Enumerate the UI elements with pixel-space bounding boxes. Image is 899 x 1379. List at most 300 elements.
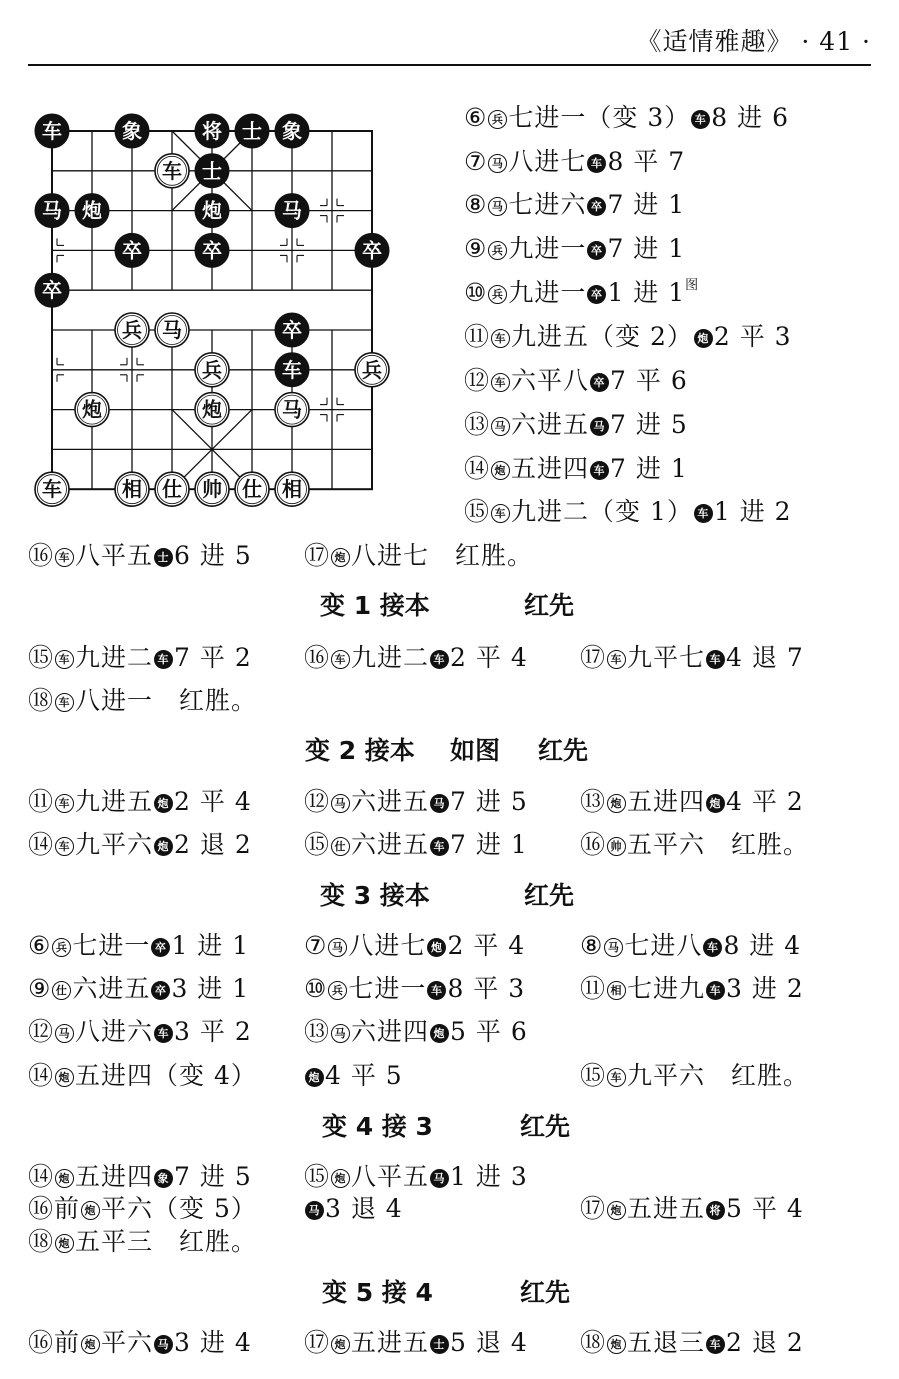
move-text: 7 进 5 [450, 787, 528, 816]
move-text: 2 平 4 [447, 931, 526, 960]
move-text: 3 进 1 [171, 974, 250, 1003]
move-text: 平六（变 5） [101, 1194, 257, 1223]
v3-move-d1 [28, 1056, 257, 1092]
v5-move-a1 [28, 1323, 252, 1359]
red-piece-icon: 车 [55, 650, 74, 669]
black-piece-icon: 车 [694, 504, 713, 523]
red-piece-icon [115, 472, 149, 506]
black-piece-icon: 卒 [151, 981, 170, 1000]
red-piece-icon: 车 [55, 693, 74, 712]
red-piece-icon: 马 [331, 1024, 350, 1043]
move-text: 7 进 1 [607, 234, 686, 263]
red-piece-icon: 炮 [81, 1335, 100, 1354]
v3-move-a3 [580, 926, 801, 962]
piece-label: 车 [42, 119, 62, 143]
move-text: 4 平 5 [325, 1061, 403, 1090]
piece-label: 兵 [362, 357, 382, 382]
red-piece-icon: 炮 [331, 548, 350, 567]
move-number: ⑫ [28, 1017, 55, 1046]
black-piece-icon: 卒 [587, 197, 606, 216]
move-text: 八平五 [75, 541, 154, 570]
move-number: ⑰ [580, 1194, 607, 1223]
move-text: 五进四 [511, 454, 590, 483]
v5-move-a3 [580, 1323, 804, 1359]
red-piece-icon [75, 393, 109, 427]
v3-move-b2 [304, 969, 525, 1005]
move-number: ⑭ [464, 454, 491, 483]
move-text: 九进一 [508, 278, 587, 307]
piece-label: 炮 [202, 397, 222, 422]
move-number: ⑮ [580, 1061, 607, 1090]
move-text: 平六 [101, 1328, 154, 1357]
red-piece-icon [275, 472, 309, 506]
black-piece-icon: 士 [430, 1335, 449, 1354]
piece-label: 卒 [122, 238, 142, 263]
move-number: ⑩ [464, 278, 488, 307]
move-number: ⑯ [580, 830, 607, 859]
move-text: 2 平 3 [713, 322, 792, 351]
piece-label: 象 [282, 119, 302, 143]
move-text: 九进五 [75, 787, 154, 816]
move-text: 八进一 红胜。 [75, 686, 258, 715]
black-piece-icon: 将 [706, 1201, 725, 1220]
black-piece-icon: 马 [430, 794, 449, 813]
move-number: ⑬ [304, 1017, 331, 1046]
red-piece-icon: 仕 [52, 981, 71, 1000]
v1-move-a1 [28, 638, 252, 674]
move-line-6 [464, 98, 789, 134]
move-text: 七进九 [627, 974, 706, 1003]
variation-2-side: 红先 [538, 736, 589, 765]
move-text: 8 平 3 [447, 974, 526, 1003]
black-piece-icon: 马 [305, 1201, 324, 1220]
variation-4-side: 红先 [520, 1112, 571, 1141]
black-piece-icon: 马 [590, 417, 609, 436]
v5-move-a2 [304, 1323, 528, 1359]
v2-move-b3 [580, 825, 809, 861]
move-number: ⑨ [28, 974, 52, 1003]
move-text: 7 进 5 [610, 410, 688, 439]
red-piece-icon: 炮 [331, 1169, 350, 1188]
black-piece-icon: 炮 [427, 938, 446, 957]
move-number: ⑱ [28, 1227, 55, 1256]
move-text: 4 退 7 [726, 643, 804, 672]
red-piece-icon: 炮 [607, 1335, 626, 1354]
red-piece-icon [195, 393, 229, 427]
variation-1-heading: 变 1 接本 [320, 591, 430, 620]
piece-label: 仕 [242, 477, 262, 502]
move-number: ⑬ [580, 787, 607, 816]
move-text: 五进五 [627, 1194, 706, 1223]
move-number: ⑯ [304, 643, 331, 672]
red-piece-icon: 马 [604, 938, 623, 957]
move-text: 五进四 [627, 787, 706, 816]
red-piece-icon: 车 [55, 548, 74, 567]
red-piece-icon: 车 [491, 373, 510, 392]
black-piece-icon: 车 [703, 938, 722, 957]
move-number: ⑮ [28, 643, 55, 672]
move-text: 六进四 [351, 1017, 430, 1046]
move-number: ⑦ [304, 931, 328, 960]
piece-label: 马 [282, 397, 302, 422]
move-number: ⑩ [304, 974, 328, 1003]
move-text: 八进七 [348, 931, 427, 960]
piece-label: 车 [42, 477, 62, 502]
piece-label: 卒 [42, 278, 62, 303]
move-number: ⑧ [580, 931, 604, 960]
move-number: ⑯ [28, 541, 55, 570]
move-number: ⑰ [304, 1328, 331, 1357]
red-piece-icon: 车 [55, 837, 74, 856]
move-text: 4 平 2 [726, 787, 804, 816]
move-text: 九进二 [75, 643, 154, 672]
move-number: ⑯前 [28, 1328, 81, 1357]
move-text: 九进一 [508, 234, 587, 263]
piece-label: 马 [162, 318, 182, 342]
black-piece-icon: 车 [706, 981, 725, 1000]
red-piece-icon: 仕 [331, 837, 350, 856]
black-piece-icon: 卒 [587, 285, 606, 304]
move-text: 8 平 7 [607, 147, 686, 176]
red-piece-icon: 车 [607, 650, 626, 669]
v3-move-d3 [580, 1056, 809, 1092]
move-text: 六进五 [351, 787, 430, 816]
v2-move-a2 [304, 782, 528, 818]
move-text: 七进一 [72, 931, 151, 960]
red-piece-icon: 炮 [331, 1335, 350, 1354]
piece-label: 帅 [202, 477, 222, 502]
move-text: 九进五（变 2） [511, 322, 693, 351]
move-text: 九进二（变 1） [511, 497, 693, 526]
red-piece-icon: 兵 [488, 285, 507, 304]
red-piece-icon: 炮 [55, 1068, 74, 1087]
move-number: ⑫ [464, 366, 491, 395]
variation-5-side: 红先 [520, 1278, 571, 1307]
black-piece-icon: 炮 [430, 1024, 449, 1043]
move-line-11 [464, 317, 792, 353]
black-piece-icon: 车 [154, 1024, 173, 1043]
red-piece-icon: 兵 [52, 938, 71, 957]
move-text: 3 平 2 [174, 1017, 252, 1046]
move-text: 7 进 5 [174, 1162, 252, 1191]
red-piece-icon: 兵 [328, 981, 347, 1000]
move-line-16 [28, 536, 252, 572]
move-number: ⑦ [464, 147, 488, 176]
move-text: 2 退 2 [726, 1328, 804, 1357]
black-piece-icon [275, 313, 309, 347]
variation-2-heading: 变 2 接本 [305, 736, 415, 765]
move-number: ⑯前 [28, 1194, 81, 1223]
move-text: 2 退 2 [174, 830, 252, 859]
black-piece-icon [275, 194, 309, 228]
move-text: 5 退 4 [450, 1328, 528, 1357]
move-text: 2 平 4 [450, 643, 528, 672]
move-number: ⑪ [580, 974, 607, 1003]
move-text: 6 进 5 [174, 541, 252, 570]
piece-label: 仕 [162, 477, 182, 502]
black-piece-icon [35, 194, 69, 228]
red-piece-icon: 马 [328, 938, 347, 957]
running-title: 《适情雅趣》 · 41 · [636, 27, 871, 56]
move-text: 五进四 [75, 1162, 154, 1191]
black-piece-icon [275, 353, 309, 387]
v4-move-b1 [28, 1189, 257, 1225]
move-text: 九平六 [75, 830, 154, 859]
black-piece-icon [235, 114, 269, 148]
red-piece-icon: 炮 [491, 461, 510, 480]
v3-move-c1 [28, 1012, 252, 1048]
black-piece-icon: 士 [154, 548, 173, 567]
move-number: ⑪ [464, 322, 491, 351]
move-number: ⑰ [304, 541, 331, 570]
red-piece-icon: 兵 [488, 241, 507, 260]
black-piece-icon: 车 [590, 461, 609, 480]
move-text: 7 平 6 [610, 366, 688, 395]
black-piece-icon [195, 233, 229, 267]
move-number: ⑱ [580, 1328, 607, 1357]
move-text: 1 进 2 [713, 497, 792, 526]
red-piece-icon: 炮 [55, 1169, 74, 1188]
xiangqi-board [28, 105, 448, 525]
v3-move-a2 [304, 926, 525, 962]
black-piece-icon: 象 [154, 1169, 173, 1188]
red-piece-icon: 炮 [81, 1201, 100, 1220]
black-piece-icon: 卒 [151, 938, 170, 957]
red-piece-icon: 车 [491, 504, 510, 523]
red-piece-icon: 车 [491, 329, 510, 348]
black-piece-icon [195, 154, 229, 188]
move-number: ⑮ [304, 830, 331, 859]
piece-label: 炮 [82, 397, 102, 422]
v1-move-a3 [580, 638, 804, 674]
red-piece-icon: 炮 [55, 1234, 74, 1253]
red-piece-icon [355, 353, 389, 387]
v4-move-a2 [304, 1157, 528, 1193]
black-piece-icon [115, 233, 149, 267]
move-number: ⑬ [464, 410, 491, 439]
move-text: 五平六 红胜。 [627, 830, 810, 859]
red-piece-icon: 马 [55, 1024, 74, 1043]
variation-3-heading: 变 3 接本 [320, 881, 430, 910]
red-piece-icon [195, 353, 229, 387]
move-text: 九进二 [351, 643, 430, 672]
black-piece-icon: 炮 [154, 837, 173, 856]
move-line-7 [464, 142, 685, 178]
move-text: 1 进 1 [171, 931, 250, 960]
move-text: 7 平 2 [174, 643, 252, 672]
move-text: 七进八 [624, 931, 703, 960]
variation-5-heading: 变 5 接 4 [322, 1278, 433, 1307]
black-piece-icon: 车 [691, 110, 710, 129]
move-line-9 [464, 229, 685, 265]
move-text: 7 进 1 [607, 190, 686, 219]
move-text: 2 平 4 [174, 787, 252, 816]
black-piece-icon [35, 273, 69, 307]
red-piece-icon [35, 472, 69, 506]
red-piece-icon: 车 [55, 794, 74, 813]
black-piece-icon [115, 114, 149, 148]
piece-label: 士 [202, 158, 222, 183]
move-number: ⑮ [304, 1162, 331, 1191]
move-text: 八进七 红胜。 [351, 541, 534, 570]
v4-move-a1 [28, 1157, 252, 1193]
v3-move-b3 [580, 969, 804, 1005]
red-piece-icon: 车 [607, 1068, 626, 1087]
red-piece-icon: 帅 [607, 837, 626, 856]
move-text: 八平五 [351, 1162, 430, 1191]
v4-move-b3 [580, 1189, 804, 1225]
move-number: ⑫ [304, 787, 331, 816]
black-piece-icon: 车 [154, 650, 173, 669]
move-number: ⑨ [464, 234, 488, 263]
move-line-10 [464, 273, 699, 309]
move-text: 五进五 [351, 1328, 430, 1357]
v4-move-c1 [28, 1222, 257, 1258]
black-piece-icon [355, 233, 389, 267]
black-piece-icon: 车 [706, 650, 725, 669]
move-text: 八进七 [508, 147, 587, 176]
move-text: 7 进 1 [610, 454, 688, 483]
move-line-17 [304, 536, 533, 572]
v1-move-a2 [304, 638, 528, 674]
piece-label: 兵 [122, 318, 142, 342]
move-text: 六进五 [511, 410, 590, 439]
black-piece-icon: 炮 [305, 1068, 324, 1087]
move-number: ⑮ [464, 497, 491, 526]
move-text: 六进五 [72, 974, 151, 1003]
move-text: 六平八 [511, 366, 590, 395]
move-text: 5 平 4 [726, 1194, 804, 1223]
red-piece-icon [155, 472, 189, 506]
piece-label: 卒 [282, 318, 302, 342]
move-number: ⑰ [580, 643, 607, 672]
piece-label: 马 [282, 198, 302, 223]
piece-label: 马 [42, 198, 62, 223]
black-piece-icon: 车 [587, 154, 606, 173]
move-text: 六进五 [351, 830, 430, 859]
move-text: 3 进 2 [726, 974, 804, 1003]
black-piece-icon: 车 [430, 837, 449, 856]
move-text: 1 进 1 [607, 278, 686, 307]
red-piece-icon: 车 [331, 650, 350, 669]
v3-move-c2 [304, 1012, 528, 1048]
header-rule [28, 64, 871, 66]
page-header [0, 0, 899, 70]
red-piece-icon [155, 154, 189, 188]
move-text: 8 进 6 [711, 103, 789, 132]
black-piece-icon [195, 114, 229, 148]
move-text: 1 进 3 [450, 1162, 528, 1191]
black-piece-icon: 车 [706, 1335, 725, 1354]
move-text: 七进一 [348, 974, 427, 1003]
move-number: ⑭ [28, 830, 55, 859]
red-piece-icon: 炮 [607, 1201, 626, 1220]
black-piece-icon [35, 114, 69, 148]
piece-label: 象 [122, 119, 142, 143]
move-text: 8 进 4 [723, 931, 802, 960]
move-text: 5 平 6 [450, 1017, 528, 1046]
v2-move-b2 [304, 825, 528, 861]
move-line-15 [464, 492, 792, 528]
move-number: ⑧ [464, 190, 488, 219]
piece-label: 相 [282, 477, 302, 502]
red-piece-icon [275, 393, 309, 427]
red-piece-icon: 炮 [607, 794, 626, 813]
move-number: ⑭ [28, 1162, 55, 1191]
piece-label: 炮 [202, 198, 222, 223]
red-piece-icon: 相 [607, 981, 626, 1000]
variation-2-ref: 如图 [450, 736, 501, 765]
move-line-14 [464, 449, 688, 485]
red-piece-icon: 马 [488, 154, 507, 173]
v3-move-a1 [28, 926, 249, 962]
black-piece-icon: 炮 [694, 329, 713, 348]
move-text: 七进六 [508, 190, 587, 219]
move-number: ⑱ [28, 686, 55, 715]
black-piece-icon: 卒 [587, 241, 606, 260]
piece-label: 相 [122, 477, 142, 502]
v4-move-b2 [304, 1189, 403, 1225]
move-number: ⑥ [464, 103, 488, 132]
move-text: 八进六 [75, 1017, 154, 1046]
red-piece-icon: 兵 [488, 110, 507, 129]
v2-move-a1 [28, 782, 252, 818]
move-number: ⑥ [28, 931, 52, 960]
black-piece-icon [275, 114, 309, 148]
move-line-12 [464, 361, 688, 397]
variation-1-side: 红先 [524, 591, 575, 620]
v2-move-b1 [28, 825, 252, 861]
move-text: 7 进 1 [450, 830, 528, 859]
red-piece-icon [235, 472, 269, 506]
black-piece-icon [195, 194, 229, 228]
variation-3-side: 红先 [524, 881, 575, 910]
move-number: ⑭ [28, 1061, 55, 1090]
move-text: 3 进 4 [174, 1328, 252, 1357]
variation-4-heading: 变 4 接 3 [322, 1112, 433, 1141]
red-piece-icon: 马 [491, 417, 510, 436]
figure-mark: 图 [685, 278, 700, 293]
black-piece-icon [75, 194, 109, 228]
piece-label: 车 [282, 357, 302, 382]
move-text: 九平七 [627, 643, 706, 672]
move-number: ⑪ [28, 787, 55, 816]
black-piece-icon: 卒 [590, 373, 609, 392]
piece-label: 将 [202, 119, 222, 143]
move-line-8 [464, 185, 685, 221]
v2-move-a3 [580, 782, 804, 818]
piece-label: 车 [162, 158, 182, 183]
black-piece-icon: 炮 [154, 794, 173, 813]
move-text: 五进四（变 4） [75, 1061, 257, 1090]
red-piece-icon: 马 [488, 197, 507, 216]
move-text: 五平三 红胜。 [75, 1227, 258, 1256]
black-piece-icon: 炮 [706, 794, 725, 813]
piece-label: 兵 [202, 357, 222, 382]
piece-label: 士 [242, 119, 262, 143]
move-text: 七进一（变 3） [508, 103, 691, 132]
black-piece-icon: 车 [430, 650, 449, 669]
red-piece-icon [155, 313, 189, 347]
v1-move-b1 [28, 681, 257, 717]
move-text: 3 退 4 [325, 1194, 403, 1223]
v3-move-b1 [28, 969, 249, 1005]
red-piece-icon [195, 472, 229, 506]
red-piece-icon: 马 [331, 794, 350, 813]
move-text: 九平六 红胜。 [627, 1061, 810, 1090]
piece-label: 卒 [362, 238, 382, 263]
piece-label: 炮 [82, 198, 102, 223]
